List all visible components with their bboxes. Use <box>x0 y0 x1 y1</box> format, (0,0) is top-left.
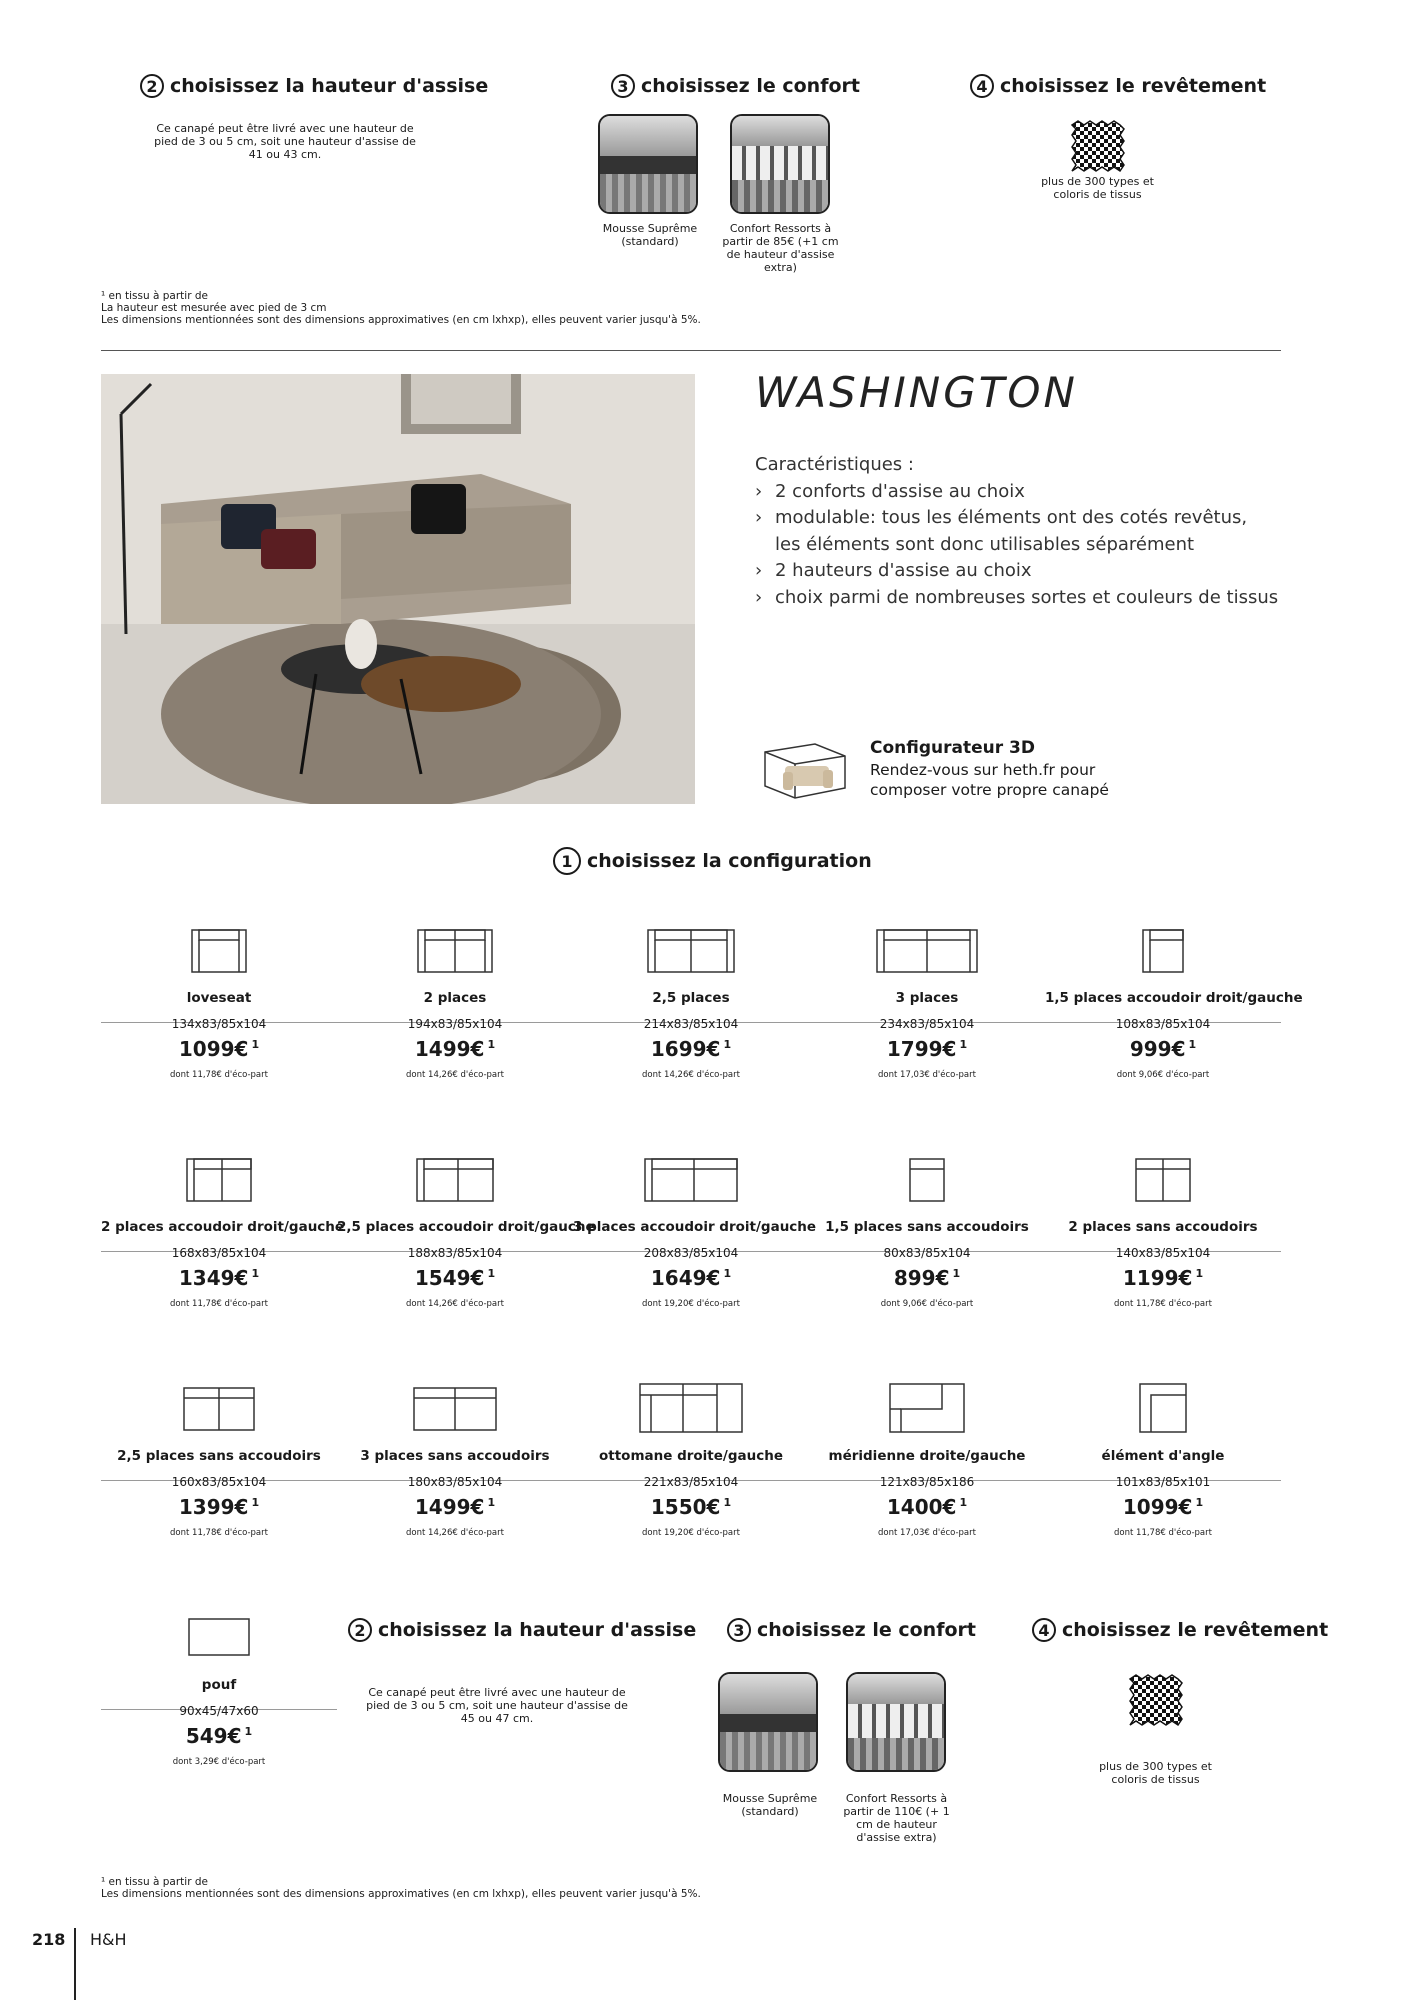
two-no-arm-icon <box>1133 1154 1193 1204</box>
config-name: pouf <box>201 1677 237 1693</box>
fabric-swatch-icon <box>1068 119 1128 174</box>
top-footnote-3: Les dimensions mentionnées sont des dimensions approximatives (en cm lxhxp), elles peuvent varier jusqu'à 5%. <box>101 314 701 326</box>
foam-comfort-thumbnail <box>598 114 698 214</box>
config-name: élément d'angle <box>1101 1448 1225 1464</box>
config-step-title: choisissez la configuration <box>587 850 872 872</box>
bottom-fabric-text: plus de 300 types et coloris de tissus <box>1099 1760 1212 1786</box>
two-seater-icon <box>415 925 495 975</box>
config-dimensions: 134x83/85x104 <box>171 1017 267 1031</box>
config-name: méridienne droite/gauche <box>828 1448 1026 1464</box>
config-eco-part: dont 14,26€ d'éco-part <box>406 1528 504 1538</box>
config-price: 1399€ $^1$ <box>178 1495 260 1519</box>
configurator-line1[interactable]: Rendez-vous sur heth.fr pour <box>870 761 1096 779</box>
three-no-arm-icon <box>411 1383 499 1433</box>
config-name: 2 places sans accoudoirs <box>1068 1219 1258 1235</box>
configurator-3d-icon <box>755 738 853 802</box>
config-eco-part: dont 17,03€ d'éco-part <box>878 1528 976 1538</box>
config-price: 1699€ $^1$ <box>650 1037 732 1061</box>
config-price: 899€ $^1$ <box>893 1266 961 1290</box>
config-price: 1649€ $^1$ <box>650 1266 732 1290</box>
feature-item-continued: les éléments sont donc utilisables séparément <box>775 533 1195 555</box>
config-name: 2 places <box>423 990 487 1006</box>
corner-element-icon <box>1137 1381 1189 1435</box>
config-name: 3 places accoudoir droit/gauche <box>573 1219 817 1235</box>
page-number: 218 <box>32 1930 66 1949</box>
config-eco-part: dont 11,78€ d'éco-part <box>170 1299 268 1309</box>
config-step-heading <box>553 847 872 875</box>
bottom-step4-title: choisissez le revêtement <box>1062 1619 1329 1641</box>
top-step4-heading <box>970 74 1266 98</box>
config-card[interactable] <box>573 1378 809 1538</box>
configurator-title: Configurateur 3D <box>870 738 1035 758</box>
top-fabric-text: plus de 300 types et coloris de tissus <box>1041 175 1154 201</box>
config-price: 1099€ $^1$ <box>1122 1495 1204 1519</box>
config-card[interactable] <box>337 920 573 1080</box>
config-price: 1400€ $^1$ <box>886 1495 968 1519</box>
config-price: 1799€ $^1$ <box>886 1037 968 1061</box>
pouf-icon <box>186 1615 252 1659</box>
bottom-step2-text: Ce canapé peut être livré avec une hauteur de pied de 3 ou 5 cm, soit une hauteur d'assise de 45 ou 47 cm. <box>366 1686 628 1725</box>
config-dimensions: 188x83/85x104 <box>407 1246 503 1260</box>
config-card[interactable] <box>1045 1149 1281 1309</box>
config-card[interactable] <box>809 1378 1045 1538</box>
product-features <box>755 452 1278 611</box>
config-name: 2,5 places accoudoir droit/gauche <box>337 1219 595 1235</box>
config-price: 1549€ $^1$ <box>414 1266 496 1290</box>
config-eco-part: dont 3,29€ d'éco-part <box>172 1757 266 1767</box>
config-eco-part: dont 11,78€ d'éco-part <box>170 1070 268 1080</box>
config-name: 1,5 places accoudoir droit/gauche <box>1045 990 1303 1006</box>
config-dimensions: 214x83/85x104 <box>643 1017 739 1031</box>
config-price: 1499€ $^1$ <box>414 1495 496 1519</box>
three-seater-icon <box>874 925 980 975</box>
config-eco-part: dont 11,78€ d'éco-part <box>170 1528 268 1538</box>
product-photo <box>101 374 695 804</box>
config-card[interactable] <box>101 1607 337 1767</box>
config-card[interactable] <box>809 920 1045 1080</box>
bottom-step2-heading <box>348 1618 696 1642</box>
config-name: 3 places sans accoudoirs <box>360 1448 550 1464</box>
bottom-footnote-1: ¹ en tissu à partir de <box>101 1876 208 1888</box>
section-divider <box>101 350 1281 351</box>
two-seater-arm-icon <box>184 1154 254 1204</box>
config-card[interactable] <box>101 920 337 1080</box>
three-seater-arm-icon <box>642 1154 740 1204</box>
config-card[interactable] <box>337 1378 573 1538</box>
product-title: WASHINGTON <box>755 368 1078 417</box>
top-step4-number: 4 <box>970 74 994 98</box>
config-price: 999€ $^1$ <box>1129 1037 1197 1061</box>
config-dimensions: 208x83/85x104 <box>643 1246 739 1260</box>
bottom-step2-title: choisissez la hauteur d'assise <box>378 1619 697 1641</box>
bottom-footnote-2: Les dimensions mentionnées sont des dimensions approximatives (en cm lxhxp), elles peuvent varier jusqu'à 5%. <box>101 1888 701 1900</box>
config-card[interactable] <box>1045 1378 1281 1538</box>
brand-logo: H&H <box>90 1930 127 1949</box>
bottom-step3-number: 3 <box>727 1618 751 1642</box>
top-step2-text: Ce canapé peut être livré avec une hauteur de pied de 3 ou 5 cm, soit une hauteur d'assise de 41 ou 43 cm. <box>154 122 416 161</box>
bottom-step3-title: choisissez le confort <box>757 1619 976 1641</box>
foam-comfort-thumbnail <box>718 1672 818 1772</box>
config-name: ottomane droite/gauche <box>598 1448 784 1464</box>
footer-divider <box>74 1928 76 2000</box>
one-half-arm-icon <box>1140 925 1186 975</box>
config-eco-part: dont 19,20€ d'éco-part <box>642 1528 740 1538</box>
config-card[interactable] <box>573 920 809 1080</box>
config-dimensions: 160x83/85x104 <box>171 1475 267 1489</box>
feature-item: › choix parmi de nombreuses sortes et couleurs de tissus <box>755 585 1278 612</box>
config-dimensions: 121x83/85x186 <box>879 1475 975 1489</box>
config-dimensions: 101x83/85x101 <box>1115 1475 1211 1489</box>
feature-item: › 2 hauteurs d'assise au choix <box>755 558 1278 585</box>
feature-item: › modulable: tous les éléments ont des cotés revêtus, <box>755 505 1278 532</box>
bottom-step4-number: 4 <box>1032 1618 1056 1642</box>
two-half-seater-arm-icon <box>414 1154 496 1204</box>
config-card[interactable] <box>573 1149 817 1309</box>
config-dimensions: 80x83/85x104 <box>883 1246 971 1260</box>
config-dimensions: 180x83/85x104 <box>407 1475 503 1489</box>
bottom-step2-number: 2 <box>348 1618 372 1642</box>
config-eco-part: dont 17,03€ d'éco-part <box>878 1070 976 1080</box>
top-footnote-2: La hauteur est mesurée avec pied de 3 cm <box>101 302 327 314</box>
config-card[interactable] <box>337 1149 595 1309</box>
fabric-swatch-icon <box>1126 1673 1186 1728</box>
config-dimensions: 221x83/85x104 <box>643 1475 739 1489</box>
features-heading: Caractéristiques : <box>755 454 914 475</box>
config-dimensions: 90x45/47x60 <box>179 1704 259 1718</box>
config-name: 1,5 places sans accoudoirs <box>825 1219 1029 1235</box>
bottom-step4-heading <box>1032 1618 1328 1642</box>
top-step3-heading <box>611 74 860 98</box>
config-eco-part: dont 14,26€ d'éco-part <box>642 1070 740 1080</box>
config-name: 3 places <box>895 990 959 1006</box>
config-price: 549€ $^1$ <box>185 1724 253 1748</box>
config-name: 2 places accoudoir droit/gauche <box>101 1219 345 1235</box>
config-name: loveseat <box>186 990 252 1006</box>
bottom-foam-label: Mousse Suprême (standard) <box>722 1792 818 1818</box>
config-eco-part: dont 14,26€ d'éco-part <box>406 1299 504 1309</box>
bottom-spring-label: Confort Ressorts à partir de 110€ (+ 1 cm de hauteur d'assise extra) <box>843 1792 950 1844</box>
config-eco-part: dont 9,06€ d'éco-part <box>1116 1070 1210 1080</box>
top-step2-heading <box>140 74 488 98</box>
config-card[interactable] <box>101 1378 337 1538</box>
bottom-step3-heading <box>727 1618 976 1642</box>
config-eco-part: dont 19,20€ d'éco-part <box>642 1299 740 1309</box>
config-card[interactable] <box>101 1149 345 1309</box>
config-dimensions: 168x83/85x104 <box>171 1246 267 1260</box>
config-price: 1099€ $^1$ <box>178 1037 260 1061</box>
feature-item: › 2 conforts d'assise au choix <box>755 479 1278 506</box>
config-eco-part: dont 11,78€ d'éco-part <box>1114 1299 1212 1309</box>
config-name: 2,5 places <box>652 990 730 1006</box>
top-spring-label: Confort Ressorts à partir de 85€ (+1 cm de hauteur d'assise extra) <box>722 222 839 274</box>
configurator-line2: composer votre propre canapé <box>870 781 1109 799</box>
config-dimensions: 140x83/85x104 <box>1115 1246 1211 1260</box>
chaise-longue-icon <box>887 1381 967 1435</box>
spring-comfort-thumbnail <box>846 1672 946 1772</box>
config-step-number: 1 <box>553 847 581 875</box>
config-dimensions: 108x83/85x104 <box>1115 1017 1211 1031</box>
top-step2-number: 2 <box>140 74 164 98</box>
config-price: 1199€ $^1$ <box>1122 1266 1204 1290</box>
top-step4-title: choisissez le revêtement <box>1000 75 1267 97</box>
config-dimensions: 194x83/85x104 <box>407 1017 503 1031</box>
top-footnote-1: ¹ en tissu à partir de <box>101 290 208 302</box>
top-step2-title: choisissez la hauteur d'assise <box>170 75 489 97</box>
ottoman-icon <box>637 1381 745 1435</box>
config-price: 1550€ $^1$ <box>650 1495 732 1519</box>
two-half-no-arm-icon <box>181 1383 257 1433</box>
spring-comfort-thumbnail <box>730 114 830 214</box>
config-eco-part: dont 11,78€ d'éco-part <box>1114 1528 1212 1538</box>
config-eco-part: dont 14,26€ d'éco-part <box>406 1070 504 1080</box>
top-foam-label: Mousse Suprême (standard) <box>602 222 698 248</box>
config-price: 1499€ $^1$ <box>414 1037 496 1061</box>
config-name: 2,5 places sans accoudoirs <box>117 1448 321 1464</box>
top-step3-number: 3 <box>611 74 635 98</box>
config-eco-part: dont 9,06€ d'éco-part <box>880 1299 974 1309</box>
config-dimensions: 234x83/85x104 <box>879 1017 975 1031</box>
config-card[interactable] <box>1045 920 1303 1080</box>
two-half-seater-icon <box>645 925 737 975</box>
top-step3-title: choisissez le confort <box>641 75 860 97</box>
one-half-no-arm-icon <box>907 1154 947 1204</box>
loveseat-icon <box>189 925 249 975</box>
config-card[interactable] <box>809 1149 1045 1309</box>
config-price: 1349€ $^1$ <box>178 1266 260 1290</box>
